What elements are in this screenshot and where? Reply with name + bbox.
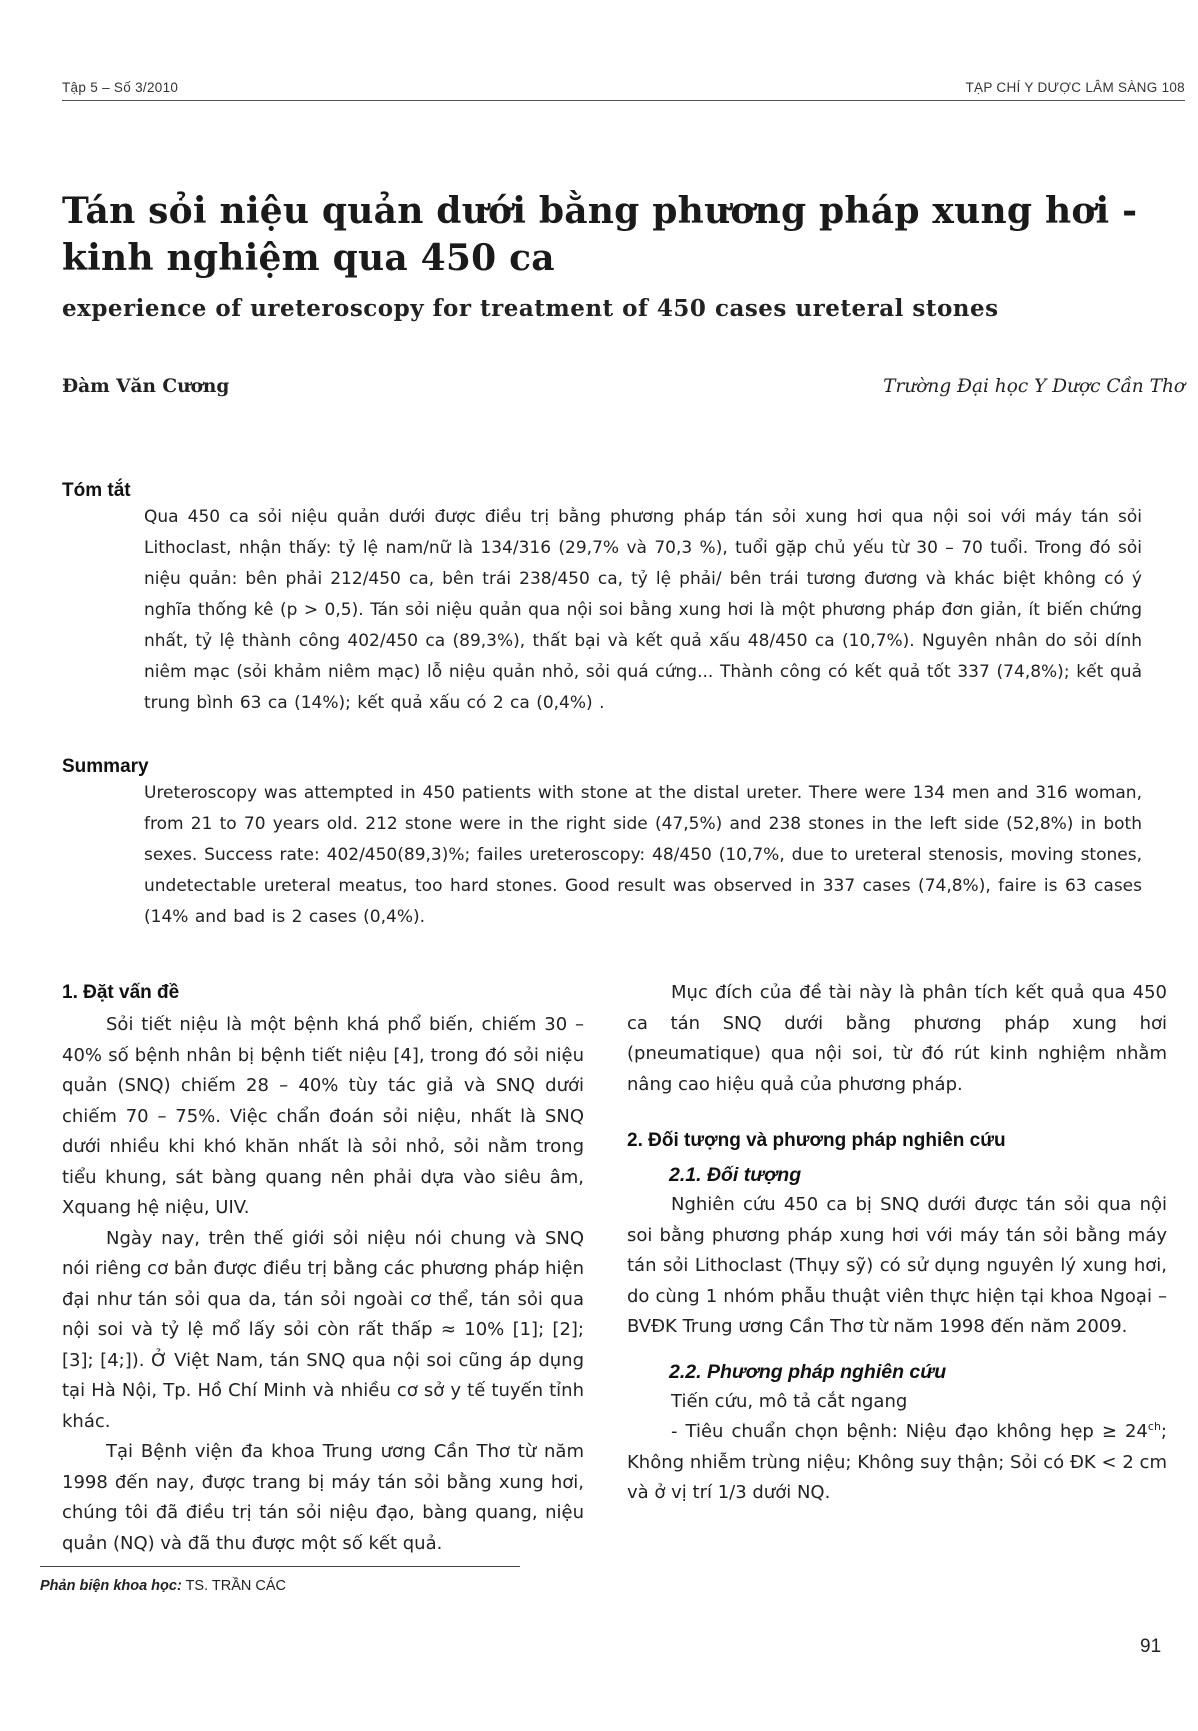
byline	[62, 376, 1185, 397]
abstract-vn-heading: Tóm tắt	[62, 480, 131, 501]
right-column	[627, 978, 1167, 1509]
author-affiliation: Trường Đại học Y Dược Cần Thơ	[883, 376, 1185, 397]
abstract-english	[62, 756, 1142, 933]
study-design-line: Tiến cứu, mô tả cắt ngang	[671, 1390, 908, 1412]
selection-criteria-text-a: - Tiêu chuẩn chọn bệnh: Niệu đạo không hẹp ≥ 24	[671, 1421, 1148, 1442]
journal-issue: Tập 5 – Số 3/2010	[62, 80, 179, 95]
abstract-vietnamese	[62, 480, 1142, 719]
article-title: Tán sỏi niệu quản dưới bằng phương pháp xung hơi - kinh nghiệm qua 450 ca	[62, 190, 1138, 279]
title-block	[62, 188, 1185, 322]
article-subtitle: experience of ureteroscopy for treatment of 450 cases ureteral stones	[62, 295, 999, 322]
left-column	[62, 978, 584, 1559]
page-number: 91	[1140, 1636, 1162, 1657]
selection-criteria	[627, 1417, 1167, 1509]
subsection-2-2-heading: 2.2. Phương pháp nghiên cứu	[669, 1360, 947, 1383]
section-1-paragraph-3: Tại Bệnh viện đa khoa Trung ương Cần Thơ từ năm 1998 đến nay, được trang bị máy tán sỏi bằng xung hơi, chúng tôi đã điều trị tán sỏi niệu đạo, bàng quang, niệu quản (NQ) và đã thu được một số kết quả.	[62, 1441, 584, 1554]
subsection-2-1-heading: 2.1. Đối tượng	[669, 1164, 802, 1186]
section-2-heading: 2. Đối tượng và phương pháp nghiên cứu	[627, 1130, 1006, 1151]
abstract-vn-text: Qua 450 ca sỏi niệu quản dưới được điều trị bằng phương pháp tán sỏi xung hơi qua nội soi với máy tán sỏi Lithoclast, nhận thấy: tỷ lệ nam/nữ là 134/316 (29,7% và 70,3 %), tuổi gặp chủ yếu từ 30 – 70 tuổi. Trong đó sỏi niệu quản: bên phải 212/450 ca, bên trái 238/450 ca, tỷ lệ phải/ bên trái tương đương và khác biệt không có ý nghĩa thống kê (p > 0,5). Tán sỏi niệu quản qua nội soi bằng xung hơi là một phương pháp đơn giản, ít biến chứng nhất, tỷ lệ thành công 402/450 ca (89,3%), thất bại và kết quả xấu 48/450 ca (10,7%). Nguyên nhân do sỏi dính niêm mạc (sỏi khảm niêm mạc) lỗ niệu quản nhỏ, sỏi quá cứng... Thành công có kết quả tốt 337 (74,8%); kết quả trung bình 63 ca (14%); kết quả xấu có 2 ca (0,4%) .	[144, 507, 1142, 713]
section-1-paragraph-1: Sỏi tiết niệu là một bệnh khá phổ biến, chiếm 30 – 40% số bệnh nhân bị bệnh tiết niệu [4], trong đó sỏi niệu quản (SNQ) chiếm 28 – 40% tùy tác giả và SNQ dưới chiếm 70 – 75%. Việc chẩn đoán sỏi niệu, nhất là SNQ dưới nhiều khi khó khăn nhất là sỏi nhỏ, sỏi nằm trong tiểu khung, sát bàng quang nên phải dựa vào siêu âm, Xquang hệ niệu, UIV.	[62, 1014, 584, 1218]
selection-criteria-text-b: ; Không nhiễm trùng niệu; Không suy thận; Sỏi có ĐK < 2 cm và ở vị trí 1/3 dưới NQ.	[627, 1421, 1167, 1503]
section-1-paragraph-2: Ngày nay, trên thế giới sỏi niệu nói chung và SNQ nói riêng cơ bản được điều trị bằng các phương pháp hiện đại như tán sỏi qua da, tán sỏi ngoài cơ thể, tán sỏi qua nội soi và tỷ lệ mổ lấy sỏi còn rất thấp ≈ 10% [1]; [2]; [3]; [4;]). Ở Việt Nam, tán SNQ qua nội soi cũng áp dụng tại Hà Nội, Tp. Hồ Chí Minh và nhiều cơ sở y tế tuyến tỉnh khác.	[62, 1227, 584, 1432]
footnote	[40, 1578, 286, 1594]
selection-criteria-sup: ch	[1147, 1420, 1161, 1433]
footnote-value: TS. TRẦN CÁC	[185, 1578, 287, 1594]
running-head	[62, 80, 1185, 101]
footnote-rule	[40, 1566, 520, 1567]
abstract-en-heading: Summary	[62, 756, 149, 777]
footnote-label: Phản biện khoa học:	[40, 1578, 182, 1594]
journal-name: TẠP CHÍ Y DƯỢC LÂM SÀNG 108	[965, 80, 1185, 95]
author-name: Đàm Văn Cương	[62, 376, 230, 397]
section-1-paragraph-4: Mục đích của đề tài này là phân tích kết quả qua 450 ca tán SNQ dưới bằng phương pháp xung hơi (pneumatique) qua nội soi, từ đó rút kinh nghiệm nhằm nâng cao hiệu quả của phương pháp.	[627, 982, 1167, 1095]
section-1-heading: 1. Đặt vấn đề	[62, 982, 180, 1003]
abstract-en-text: Ureteroscopy was attempted in 450 patients with stone at the distal ureter. There were 134 men and 316 woman, from 21 to 70 years old. 212 stone were in the right side (47,5%) and 238 stones in the left side (52,8%) in both sexes. Success rate: 402/450(89,3)%; failes ureteroscopy: 48/450 (10,7%, due to ureteral stenosis, moving stones, undetectable ureteral meatus, too hard stones. Good result was observed in 337 cases (74,8%), faire is 63 cases (14% and bad is 2 cases (0,4%).	[144, 783, 1142, 927]
subsection-2-1-text: Nghiên cứu 450 ca bị SNQ dưới được tán sỏi qua nội soi bằng phương pháp xung hơi với máy tán sỏi bằng máy tán sỏi Lithoclast (Thụy sỹ) có sử dụng nguyên lý xung hơi, do cùng 1 nhóm phẫu thuật viên thực hiện tại khoa Ngoại – BVĐK Trung ương Cần Thơ từ năm 1998 đến năm 2009.	[627, 1194, 1167, 1337]
